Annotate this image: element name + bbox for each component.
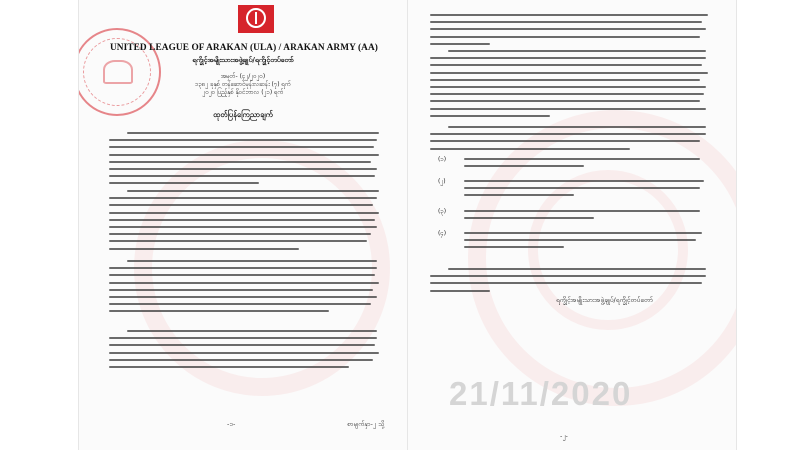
list-item-number: (၄) xyxy=(438,230,447,237)
statement-heading: ထုတ်ပြန်ကြေညာချက် xyxy=(213,110,273,119)
reference-date-block xyxy=(79,73,407,97)
list-item-number: (၁) xyxy=(438,156,447,163)
list-item xyxy=(440,180,710,210)
page-number: -၁- xyxy=(227,420,236,428)
reference-number: အမှတ်- (၄၂/၂၀၂၀) xyxy=(220,73,266,80)
document-page-1 xyxy=(79,0,407,450)
list-item xyxy=(440,158,710,180)
numbered-list xyxy=(440,158,710,258)
body-paragraph-6 xyxy=(430,50,710,122)
body-paragraph-8 xyxy=(430,268,710,297)
next-page-marker: စာမျက်နှာ-၂ သို့ xyxy=(347,420,385,428)
body-paragraph-7 xyxy=(430,126,710,155)
list-item-number: (၂) xyxy=(438,178,446,185)
date-gregorian: ၂၀၂၀ ပြည့်နှစ် နိုဝင်ဘာလ (၂၁) ရက် xyxy=(202,89,284,96)
list-item xyxy=(440,210,710,232)
body-paragraph-4 xyxy=(109,330,379,373)
official-stamp xyxy=(79,28,161,116)
signature-line: ရက္ခိုင့်အမျိုးသားအဖွဲ့ချုပ်/ရက္ခိုင့်တပ်တော် xyxy=(556,296,653,304)
date-lunar: ၁၃၈၂ ခုနှစ် တန်ဆောင်မုန်းလဆန်း (၇) ရက် xyxy=(195,81,291,88)
body-paragraph-2 xyxy=(109,190,379,255)
organization-title: UNITED LEAGUE OF ARAKAN (ULA) / ARAKAN ARMY (AA) xyxy=(109,43,379,53)
date-watermark: 21/11/2020 xyxy=(449,375,633,412)
organization-subtitle: ရက္ခိုင့်အမျိုးသားအဖွဲ့ချုပ်/ရက္ခိုင့်တပ်တော် xyxy=(192,56,294,64)
body-paragraph-1 xyxy=(109,132,379,190)
body-paragraph-5 xyxy=(430,14,710,50)
page-number: -၂- xyxy=(560,432,568,440)
list-item xyxy=(440,232,710,258)
list-item-number: (၃) xyxy=(438,208,447,215)
body-paragraph-3 xyxy=(109,260,379,318)
ula-aa-logo xyxy=(238,5,274,33)
